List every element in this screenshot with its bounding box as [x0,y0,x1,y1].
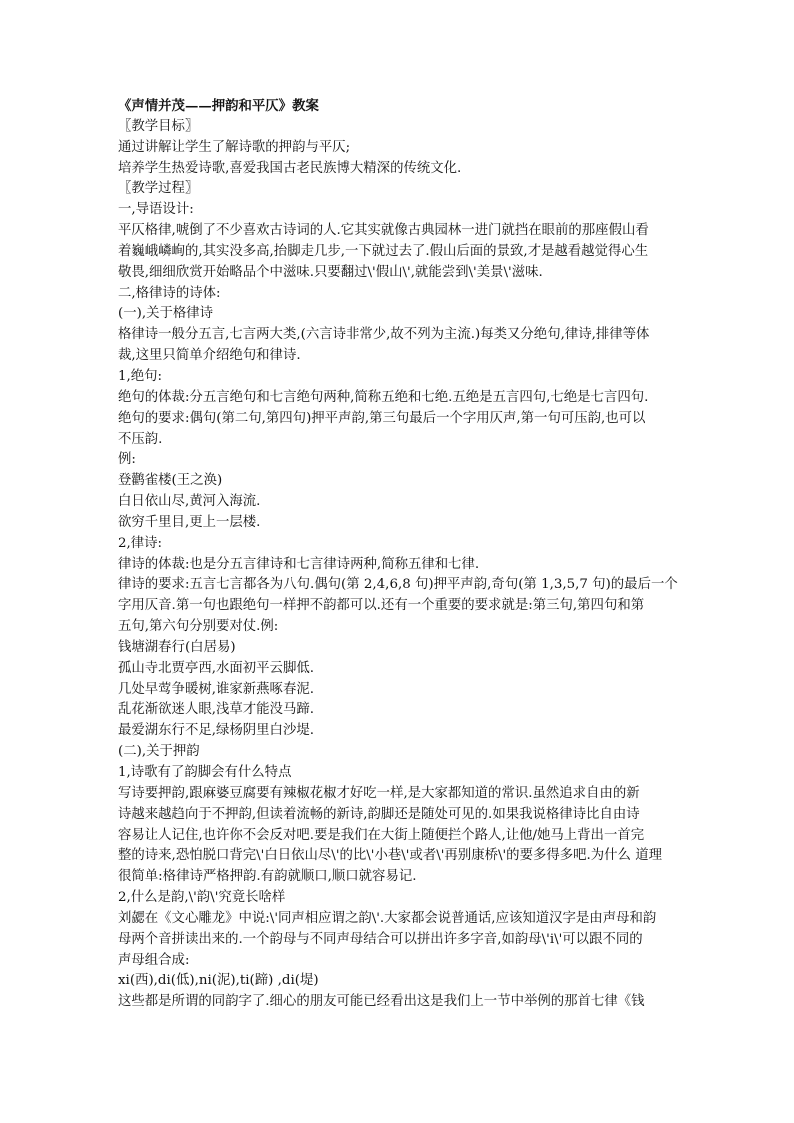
text-line: 2,律诗: [118,535,163,551]
text-line: 培养学生热爱诗歌,喜爱我国古老民族博大精深的传统文化. [118,160,462,176]
text-line: 整的诗来,恐怕脱口背完\'白日依山尽\'的比\'小巷\'或者\'再别康桥\'的要多得多吧.为什么 道理 [118,848,662,864]
text-line: 1,诗歌有了韵脚会有什么特点 [118,765,292,780]
text-line: 写诗要押韵,跟麻婆豆腐要有辣椒花椒才好吃一样,是大家都知道的常识.虽然追求自由的新 [118,785,640,801]
text-line: xi(西),di(低),ni(泥),ti(蹄) ,di(堤) [118,973,319,989]
text-line: 字用仄音.第一句也跟绝句一样押不韵都可以.还有一个重要的要求就是:第三句,第四句和第 [118,598,645,614]
text-line: 例: [118,452,136,468]
text-line: 孤山寺北贾亭西,水面初平云脚低. [118,660,314,676]
text-line: 几处早莺争暖树,谁家新燕啄春泥. [118,681,314,697]
text-line: 绝句的要求:偶句(第二句,第四句)押平声韵,第三句最后一个字用仄声,第一句可压韵,也可以 [118,410,646,426]
text-line: 最爱湖东行不足,绿杨阴里白沙堤. [118,723,314,739]
text-line: 〖教学过程〗 [118,181,199,197]
text-line: 这些都是所谓的同韵字了.细心的朋友可能已经看出这是我们上一节中举例的那首七律《钱 [118,994,645,1010]
text-line: (二),关于押韵 [118,744,200,760]
text-line: 律诗的体裁:也是分五言律诗和七言律诗两种,简称五律和七律. [118,556,480,572]
text-line: 钱塘湖春行(白居易) [118,639,236,655]
text-line: 声母组合成: [118,952,190,968]
text-line: 五句,第六句分别要对仗.例: [118,619,279,635]
text-line: 乱花渐欲迷人眼,浅草才能没马蹄. [118,702,314,718]
document-title: 《声情并茂——押韵和平仄》教案 [118,98,319,114]
text-line: 很简单:格律诗严格押韵.有韵就顺口,顺口就容易记. [118,869,417,885]
text-line: 容易让人记住,也许你不会反对吧.要是我们在大街上随便拦个路人,让他/她马上背出一首完 [118,827,645,843]
text-line: (一),关于格律诗 [118,306,214,322]
text-line: 二,格律诗的诗体: [118,285,221,301]
text-line: 一,导语设计: [118,202,194,218]
text-line: 敬畏,细细欣赏开始略品个中滋味.只要翻过\'假山\',就能尝到\'美景\'滋味. [118,264,543,280]
text-line: 律诗的要求:五言七言都各为八句.偶句(第 2,4,6,8 句)押平声韵,奇句(第 1,3,5,7 句)的最后一个 [118,577,678,593]
text-line: 〖教学目标〗 [118,118,199,134]
text-line: 登鹳雀楼(王之涣) [118,473,223,489]
text-line: 裁,这里只简单介绍绝句和律诗. [118,348,301,364]
text-line: 刘勰在《文心雕龙》中说:\'同声相应谓之韵\'.大家都会说普通话,应该知道汉字是由声母和韵 [118,910,657,926]
text-line: 欲穷千里目,更上一层楼. [118,514,261,530]
text-line: 1,绝句: [118,368,163,384]
text-line: 白日依山尽,黄河入海流. [118,494,261,510]
text-line: 诗越来越趋向于不押韵,但读着流畅的新诗,韵脚还是随处可见的.如果我说格律诗比自由诗 [118,806,640,822]
text-line: 2,什么是韵,\'韵\'究竟长啥样 [118,890,286,906]
document-page [118,96,680,1013]
text-line: 平仄格律,唬倒了不少喜欢古诗词的人.它其实就像古典园林一进门就挡在眼前的那座假山看 [118,223,649,239]
text-line: 母两个音拼读出来的.一个韵母与不同声母结合可以拼出许多字音,如韵母\'i\'可以跟不同的 [118,931,643,947]
text-line: 绝句的体裁:分五言绝句和七言绝句两种,简称五绝和七绝.五绝是五言四句,七绝是七言四句. [118,389,649,405]
text-line: 通过讲解让学生了解诗歌的押韵与平仄; [118,139,351,155]
text-line: 不压韵. [118,431,163,447]
text-line: 格律诗一般分五言,七言两大类,(六言诗非常少,故不列为主流.)每类又分绝句,律诗,排律等体 [118,327,650,343]
text-line: 着巍峨嶙峋的,其实没多高,抬脚走几步,一下就过去了.假山后面的景致,才是越看越觉得心生 [118,243,649,259]
